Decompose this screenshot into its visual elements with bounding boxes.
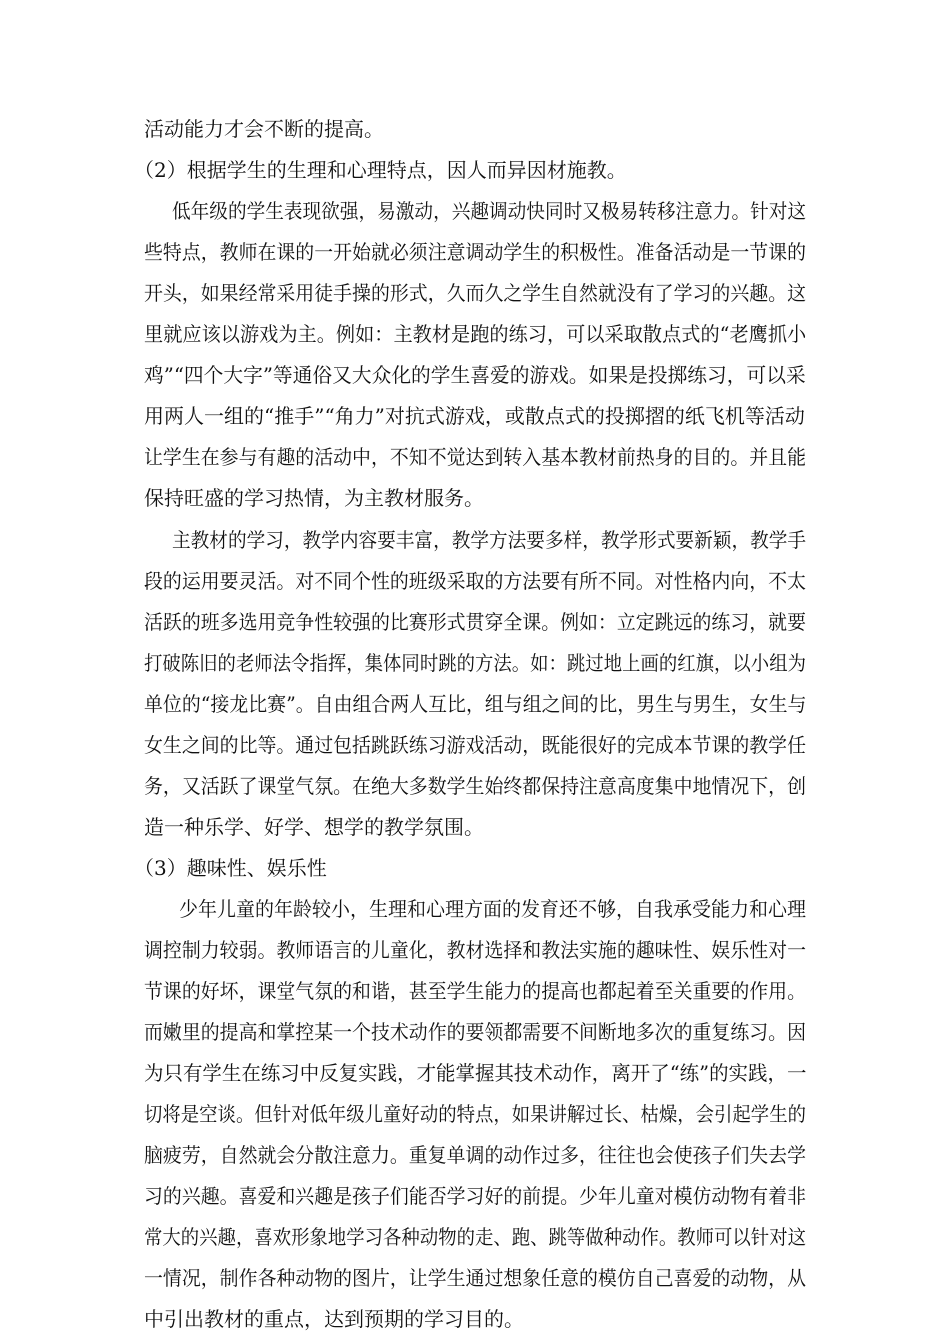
text-line: 些特点，教师在课的一开始就必须注意调动学生的积极性。准备活动是一节课的: [144, 240, 806, 264]
text-line: 为只有学生在练习中反复实践，才能掌握其技术动作，离开了“练”的实践，一: [144, 1061, 807, 1085]
text-line: 保持旺盛的学习热情，为主教材服务。: [144, 486, 484, 510]
text-line: 活跃的班多选用竞争性较强的比赛形式贯穿全课。例如：立定跳远的练习，就要: [144, 610, 806, 634]
text-line: 鸡”“四个大字”等通俗又大众化的学生喜爱的游戏。如果是投掷练习，可以采: [144, 363, 806, 387]
text-line: 造一种乐学、好学、想学的教学氛围。: [144, 815, 484, 839]
text-line: 里就应该以游戏为主。例如：主教材是跑的练习，可以采取散点式的“老鹰抓小: [144, 322, 807, 346]
text-line: 单位的“接龙比赛”。自由组合两人互比，组与组之间的比，男生与男生，女生与: [144, 692, 807, 716]
text-line: 一情况，制作各种动物的图片，让学生通过想象任意的模仿自己喜爱的动物，从: [144, 1266, 806, 1290]
text-line: 节课的好坏，课堂气氛的和谐，甚至学生能力的提高也都起着至关重要的作用。: [144, 979, 806, 1003]
text-line: 务，又活跃了课堂气氛。在绝大多数学生始终都保持注意高度集中地情况下，创: [144, 774, 806, 798]
text-line: 主教材的学习，教学内容要丰富，教学方法要多样，教学形式要新颖，教学手: [172, 528, 807, 552]
text-line: 用两人一组的“推手”“角力”对抗式游戏，或散点式的投掷摺的纸飞机等活动: [144, 404, 805, 428]
text-line: 切将是空谈。但针对低年级儿童好动的特点，如果讲解过长、枯燥，会引起学生的: [144, 1102, 806, 1126]
text-line: 常大的兴趣，喜欢形象地学习各种动物的走、跑、跳等做种动作。教师可以针对这: [144, 1225, 806, 1249]
section-heading: （3）趣味性、娱乐性: [134, 856, 327, 880]
text-line: 少年儿童的年龄较小，生理和心理方面的发育还不够，自我承受能力和心理: [179, 897, 806, 921]
text-line: 开头，如果经常采用徒手操的形式，久而久之学生自然就没有了学习的兴趣。这: [144, 281, 806, 305]
text-line: 低年级的学生表现欲强，易激动，兴趣调动快同时又极易转移注意力。针对这: [172, 199, 807, 223]
text-line: 脑疲劳，自然就会分散注意力。重复单调的动作过多，往往也会使孩子们失去学: [144, 1143, 806, 1167]
text-line: 调控制力较弱。教师语言的儿童化，教材选择和教法实施的趣味性、娱乐性对一: [144, 938, 806, 962]
text-line: 女生之间的比等。通过包括跳跃练习游戏活动，既能很好的完成本节课的教学任: [144, 733, 806, 757]
text-line: 而嫩里的提高和掌控某一个技术动作的要领都需要不间断地多次的重复练习。因: [144, 1020, 806, 1044]
text-line: 段的运用要灵活。对不同个性的班级采取的方法要有所不同。对性格内向，不太: [144, 569, 806, 593]
text-line: 习的兴趣。喜爱和兴趣是孩子们能否学习好的前提。少年儿童对模仿动物有着非: [144, 1184, 806, 1208]
text-line: 打破陈旧的老师法令指挥，集体同时跳的方法。如：跳过地上画的红旗，以小组为: [144, 651, 806, 675]
text-line: 中引出教材的重点，达到预期的学习目的。: [144, 1307, 524, 1331]
section-heading: （2）根据学生的生理和心理特点，因人而异因材施教。: [134, 158, 627, 182]
text-line: 活动能力才会不断的提高。: [144, 117, 384, 141]
text-line: 让学生在参与有趣的活动中，不知不觉达到转入基本教材前热身的目的。并且能: [144, 445, 806, 469]
